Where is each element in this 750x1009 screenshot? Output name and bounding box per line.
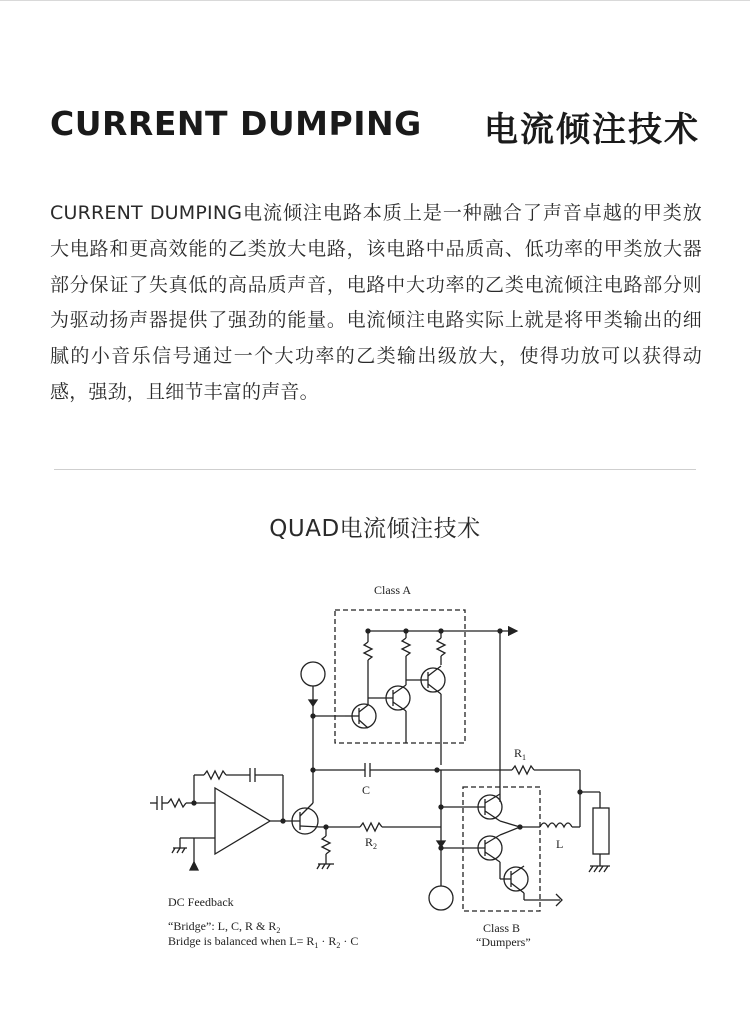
dc-feedback-label: DC Feedback	[168, 895, 234, 909]
current-source-bottom	[429, 886, 453, 910]
section-title: QUAD电流倾注技术	[269, 516, 481, 542]
circuit-diagram	[0, 570, 750, 970]
class-b-label: Class B	[483, 921, 521, 935]
capacitor-label: C	[362, 783, 371, 797]
r1-label: $R_1$	[514, 746, 527, 762]
bridge-formula-line2: Bridge is balanced when $L= R_1 \cdot R_2 \cdot C$	[168, 934, 359, 950]
speaker-load	[593, 808, 609, 854]
dumpers-label: “Dumpers”	[476, 935, 531, 949]
current-source-top	[301, 662, 325, 686]
title-chinese: 电流倾注技术	[484, 110, 700, 150]
inductor-label: L	[556, 837, 564, 851]
top-rule	[0, 0, 750, 1]
bridge-formula-line1: “Bridge”: L, C, R & $R_2$	[168, 919, 281, 935]
r2-label: $R_2$	[365, 835, 378, 851]
title-english: CURRENT DUMPING	[50, 104, 422, 143]
class-a-label: Class A	[374, 583, 412, 597]
intro-paragraph: CURRENT DUMPING电流倾注电路本质上是一种融合了声音卓越的甲类放大电路和更高效能的乙类放大电路，该电路中品质高、低功率的甲类放大器部分保证了失真低的高品质声音，电路中大功率的乙类电流倾注电路部分则为驱动扬声器提供了强劲的能量。电流倾注电路实际上就是将甲类输出的细腻的小音乐信号通过一个大功率的乙类输出级放大，使得功放可以获得动感，强劲，且细节丰富的声音。	[50, 202, 702, 403]
header	[50, 100, 700, 150]
op-amp	[215, 788, 270, 854]
section-divider	[54, 469, 696, 470]
